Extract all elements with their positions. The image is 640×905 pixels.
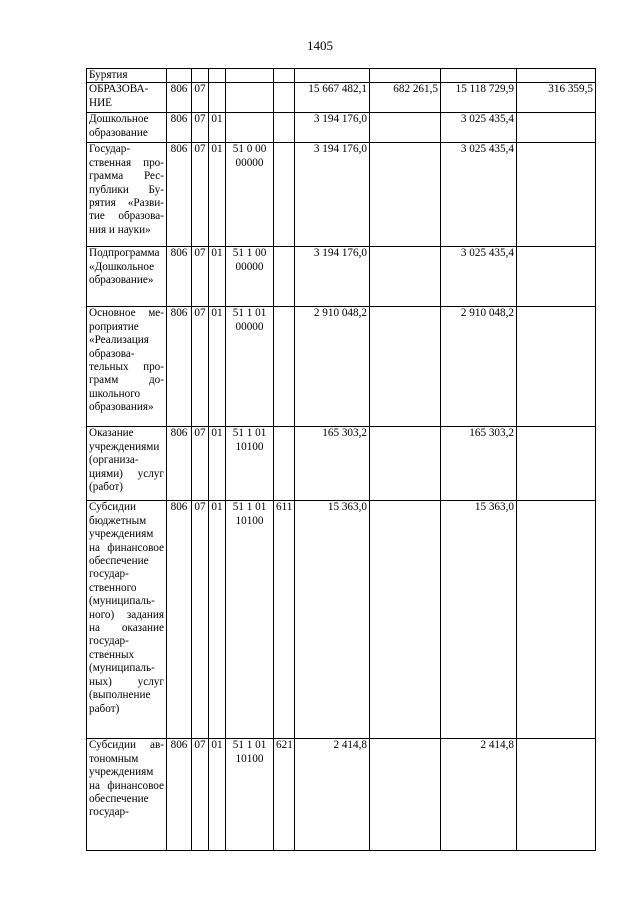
section-code-cell: 07 <box>192 739 209 851</box>
ved-code-cell: 806 <box>167 113 192 143</box>
expense-type-cell <box>274 143 295 247</box>
expense-type-cell <box>274 69 295 83</box>
amount-3-cell: 2 910 048,2 <box>441 307 517 427</box>
budget-table <box>86 68 596 851</box>
table-row <box>87 247 596 307</box>
section-code-cell <box>192 69 209 83</box>
subsection-code-cell <box>209 69 226 83</box>
expense-type-cell <box>274 427 295 501</box>
target-article-cell: 51 1 01 00000 <box>226 307 274 427</box>
amount-4-cell <box>517 427 596 501</box>
subsection-code-cell: 01 <box>209 247 226 307</box>
item-name-cell: Бурятия <box>87 69 167 83</box>
table-row <box>87 307 596 427</box>
target-article-cell: 51 1 01 10100 <box>226 501 274 739</box>
amount-2-cell <box>370 739 441 851</box>
amount-1-cell: 15 667 482,1 <box>295 83 370 113</box>
expense-type-cell: 611 <box>274 501 295 739</box>
amount-4-cell: 316 359,5 <box>517 83 596 113</box>
amount-4-cell <box>517 113 596 143</box>
table-row <box>87 427 596 501</box>
amount-3-cell: 3 025 435,4 <box>441 247 517 307</box>
amount-1-cell: 3 194 176,0 <box>295 143 370 247</box>
item-name-cell: Подпрограмма «Дошкольное образование» <box>87 247 167 307</box>
amount-1-cell: 2 910 048,2 <box>295 307 370 427</box>
amount-4-cell <box>517 501 596 739</box>
ved-code-cell: 806 <box>167 427 192 501</box>
subsection-code-cell: 01 <box>209 427 226 501</box>
subsection-code-cell <box>209 83 226 113</box>
amount-2-cell <box>370 307 441 427</box>
target-article-cell: 51 1 01 10100 <box>226 739 274 851</box>
item-name-cell: Основное мероприятие «Реализация образовательных программ дошкольного образования» <box>87 307 167 427</box>
ved-code-cell: 806 <box>167 307 192 427</box>
target-article-cell <box>226 83 274 113</box>
expense-type-cell <box>274 113 295 143</box>
amount-4-cell <box>517 307 596 427</box>
page-number: 1405 <box>307 38 333 53</box>
amount-4-cell <box>517 143 596 247</box>
amount-1-cell: 2 414,8 <box>295 739 370 851</box>
section-code-cell: 07 <box>192 113 209 143</box>
subsection-code-cell: 01 <box>209 501 226 739</box>
item-name-cell: Оказание учреждениями (организациями) услуг (работ) <box>87 427 167 501</box>
table-row <box>87 501 596 739</box>
expense-type-cell <box>274 247 295 307</box>
target-article-cell: 51 1 01 10100 <box>226 427 274 501</box>
amount-3-cell: 165 303,2 <box>441 427 517 501</box>
section-code-cell: 07 <box>192 501 209 739</box>
table-row <box>87 143 596 247</box>
ved-code-cell <box>167 69 192 83</box>
table-row <box>87 739 596 851</box>
ved-code-cell: 806 <box>167 143 192 247</box>
amount-2-cell <box>370 427 441 501</box>
amount-4-cell <box>517 69 596 83</box>
target-article-cell <box>226 113 274 143</box>
subsection-code-cell: 01 <box>209 113 226 143</box>
amount-1-cell: 165 303,2 <box>295 427 370 501</box>
item-name-cell: Субсидии бюджетным учреждениям на финансовое обеспечение государственного (муниципального) задания на оказание государственных (муниципальных) услуг (выполнение работ) <box>87 501 167 739</box>
amount-2-cell <box>370 69 441 83</box>
table-row <box>87 83 596 113</box>
amount-1-cell: 3 194 176,0 <box>295 247 370 307</box>
subsection-code-cell: 01 <box>209 143 226 247</box>
amount-3-cell: 15 363,0 <box>441 501 517 739</box>
ved-code-cell: 806 <box>167 83 192 113</box>
amount-2-cell <box>370 113 441 143</box>
section-code-cell: 07 <box>192 307 209 427</box>
ved-code-cell: 806 <box>167 501 192 739</box>
amount-3-cell: 3 025 435,4 <box>441 143 517 247</box>
item-name-cell: Дошкольное образование <box>87 113 167 143</box>
amount-3-cell: 2 414,8 <box>441 739 517 851</box>
target-article-cell <box>226 69 274 83</box>
amount-4-cell <box>517 739 596 851</box>
expense-type-cell: 621 <box>274 739 295 851</box>
amount-2-cell <box>370 501 441 739</box>
amount-4-cell <box>517 247 596 307</box>
table-row <box>87 113 596 143</box>
subsection-code-cell: 01 <box>209 739 226 851</box>
section-code-cell: 07 <box>192 143 209 247</box>
expense-type-cell <box>274 307 295 427</box>
expense-type-cell <box>274 83 295 113</box>
amount-2-cell <box>370 143 441 247</box>
amount-2-cell <box>370 247 441 307</box>
section-code-cell: 07 <box>192 83 209 113</box>
target-article-cell: 51 1 00 00000 <box>226 247 274 307</box>
section-code-cell: 07 <box>192 427 209 501</box>
amount-2-cell: 682 261,5 <box>370 83 441 113</box>
table-row <box>87 69 596 83</box>
item-name-cell: Государственная программа Республики Бурятия «Развитие образования и науки» <box>87 143 167 247</box>
amount-3-cell: 3 025 435,4 <box>441 113 517 143</box>
amount-1-cell <box>295 69 370 83</box>
target-article-cell: 51 0 00 00000 <box>226 143 274 247</box>
amount-3-cell <box>441 69 517 83</box>
ved-code-cell: 806 <box>167 739 192 851</box>
section-code-cell: 07 <box>192 247 209 307</box>
amount-1-cell: 3 194 176,0 <box>295 113 370 143</box>
item-name-cell: ОБРАЗОВА-НИЕ <box>87 83 167 113</box>
item-name-cell: Субсидии автономным учреждениям на финансовое обеспечение государ- <box>87 739 167 851</box>
subsection-code-cell: 01 <box>209 307 226 427</box>
ved-code-cell: 806 <box>167 247 192 307</box>
amount-3-cell: 15 118 729,9 <box>441 83 517 113</box>
amount-1-cell: 15 363,0 <box>295 501 370 739</box>
